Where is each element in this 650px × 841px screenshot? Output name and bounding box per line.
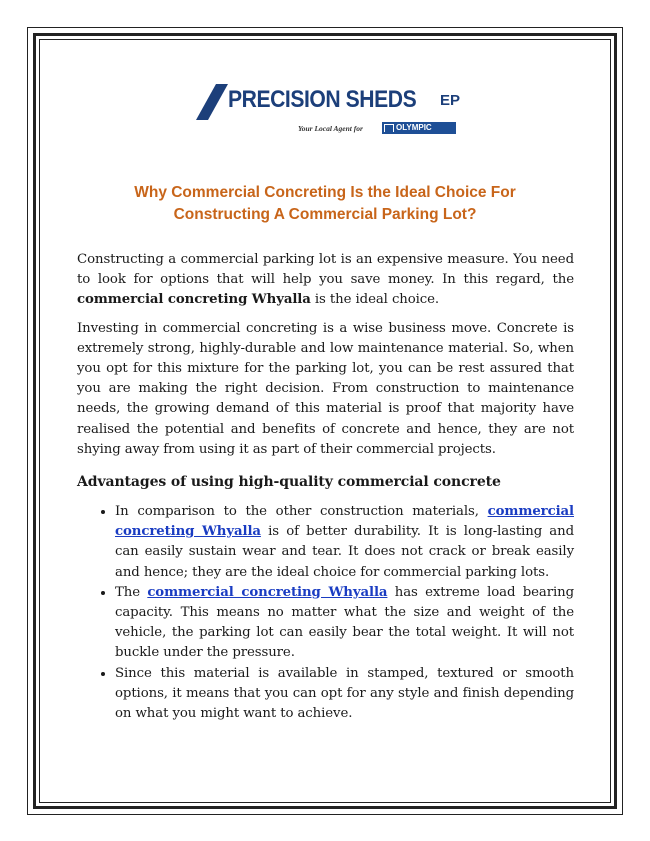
list-item: • Since this material is available in stamped, textured or smooth options, it means that you can opt for any style and finish depending on what you might want to achieve. [115,664,574,725]
list-item: • The commercial concreting Whyalla has extreme load bearing capacity. This means no matter what the size and weight of the vehicle, the parking lot can easily bear the total weight. It will not buckle under the pressure. [115,583,574,664]
article-body [77,250,574,724]
intro-keyword: commercial concreting Whyalla [77,292,311,308]
list-item: • In comparison to the other construction materials, commercial concreting Whyalla is of better durability. It is long-lasting and can easily sustain wear and tear. It does not crack or break easily and hence; they are the ideal choice for commercial parking lots. [115,502,574,583]
commercial-concreting-link-1[interactable]: commercial concreting Whyalla [115,504,574,540]
olympic-badge-label: OLYMPIC [396,123,432,132]
olympic-badge [382,122,456,134]
olympic-mark-icon [384,124,394,132]
investing-paragraph: Investing in commercial concreting is a wise business move. Concrete is extremely strong, highly-durable and low maintenance material. So, when you opt for this mixture for the parking lot, you can be rest assured that you are making the right decision. From construction to maintenance needs, the growing demand of this material is proof that majority have realised the potential and benefits of concrete and hence, they are not shying away from using it as part of their commercial projects. [77,320,574,457]
page-title-line-1: Why Commercial Concreting Is the Ideal Choice For [134,184,516,201]
precision-sheds-logo [190,82,462,144]
advantages-list [77,502,574,724]
page-title [70,182,580,226]
logo-tagline: Your Local Agent for [298,124,363,133]
commercial-concreting-link-2[interactable]: commercial concreting Whyalla [147,584,388,600]
advantages-heading: Advantages of using high-quality commercial concrete [77,474,501,491]
intro-paragraph: Constructing a commercial parking lot is an expensive measure. You need to look for options that will help you save money. In this regard, the commercial concreting Whyalla is the ideal choice. [77,252,574,308]
logo-brand-suffix: EP [440,92,461,109]
logo-brand-text: PRECISION SHEDS [228,86,417,113]
page-title-line-2: Constructing A Commercial Parking Lot? [173,206,477,223]
